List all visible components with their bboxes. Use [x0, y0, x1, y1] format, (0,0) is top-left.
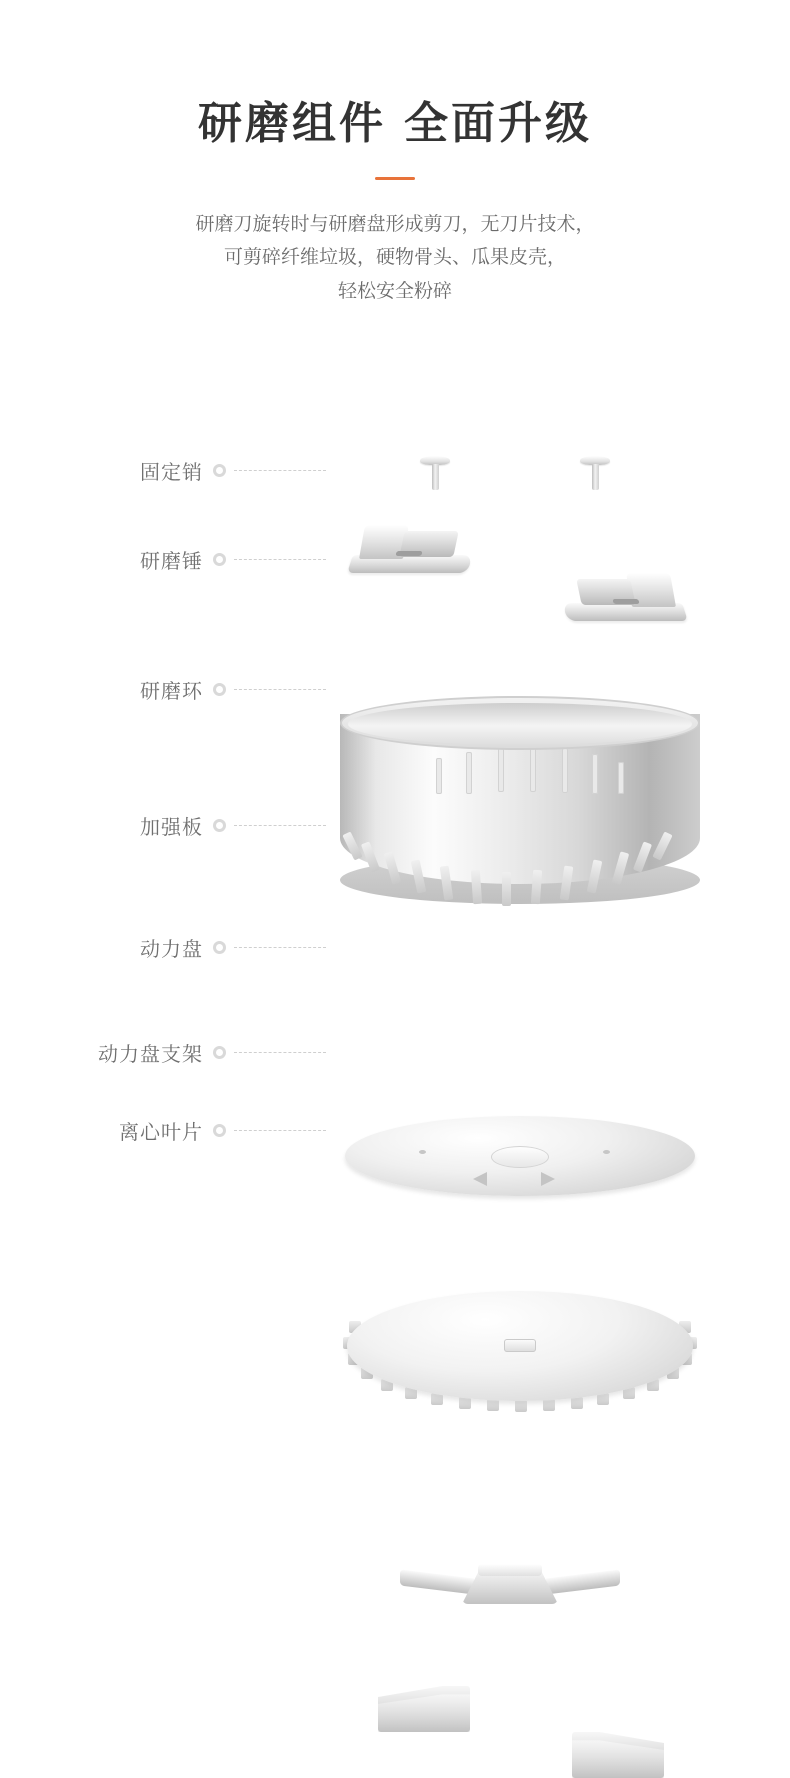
part-fixing-pin-right [580, 456, 610, 490]
callout-reinforcement-plate [58, 813, 326, 837]
title-divider [375, 177, 415, 180]
callout-dot-icon [213, 819, 226, 832]
pin-stem-shape [592, 464, 599, 490]
power-disc-center-slot [504, 1339, 536, 1352]
callout-label-power-disc: 动力盘 [140, 938, 203, 961]
callout-dot-icon [213, 464, 226, 477]
ring-inner-rib [562, 748, 568, 793]
subtitle-line-1: 研磨刀旋转时与研磨盘形成剪刀，无刀片技术， [195, 214, 595, 235]
page-header [0, 0, 790, 308]
part-reinforcement-plate [345, 1116, 695, 1196]
ring-inner-rib [592, 754, 598, 794]
callout-fixing-pin [58, 458, 326, 482]
ring-skirt-tooth [502, 872, 511, 906]
callout-power-disc-bracket [38, 1040, 326, 1064]
gear-tooth [459, 1397, 471, 1409]
callout-label-power-disc-bracket: 动力盘支架 [98, 1043, 203, 1066]
subtitle-line-2: 可剪碎纤维垃圾，硬物骨头、瓜果皮壳， [223, 247, 566, 269]
ring-inner-rib [530, 744, 536, 792]
page-title-part-2: 全面升级 [404, 99, 592, 148]
callout-label-centrifugal-blade: 离心叶片 [119, 1121, 203, 1144]
callout-dot-icon [213, 941, 226, 954]
callout-dash-line [234, 1052, 326, 1053]
part-grinding-ring [340, 696, 700, 916]
callout-dot-icon [213, 683, 226, 696]
ring-inner-rib [466, 752, 472, 794]
page-subtitle [135, 208, 655, 308]
exploded-diagram [0, 400, 790, 1230]
gear-tooth [571, 1397, 583, 1409]
gear-tooth [515, 1400, 527, 1412]
ring-inner-rib [436, 758, 442, 794]
plate-vane-cut [541, 1172, 555, 1186]
callout-label-reinforcement-plate: 加强板 [140, 816, 203, 839]
callout-power-disc [58, 935, 326, 959]
bracket-center-top-shape [478, 1564, 542, 1576]
callout-dash-line [234, 825, 326, 826]
callout-centrifugal-blade [58, 1118, 326, 1142]
callout-dash-line [234, 947, 326, 948]
gear-tooth [487, 1399, 499, 1411]
callout-grinding-hammer [58, 547, 326, 571]
part-power-disc-bracket [400, 1546, 620, 1606]
page-title [0, 96, 790, 151]
callout-label-grinding-hammer: 研磨锤 [140, 550, 203, 573]
part-centrifugal-blade-right [572, 1732, 664, 1778]
callout-dot-icon [213, 1124, 226, 1137]
plate-pin-hole [603, 1150, 610, 1154]
gear-tooth [543, 1399, 555, 1411]
callout-dash-line [234, 1130, 326, 1131]
part-fixing-pin-left [420, 456, 450, 490]
ring-inner-rib [498, 746, 504, 792]
part-grinding-hammer-left [350, 525, 470, 573]
ring-inner-rib [618, 762, 624, 794]
part-grinding-hammer-right [565, 573, 685, 621]
pin-stem-shape [432, 464, 439, 490]
plate-center-hole [491, 1146, 549, 1168]
plate-vane-cut [473, 1172, 487, 1186]
bracket-arm-right [546, 1569, 620, 1594]
callout-dot-icon [213, 1046, 226, 1059]
callout-label-fixing-pin: 固定销 [140, 461, 203, 484]
part-power-disc [335, 1281, 705, 1411]
hammer-slot-shape [395, 551, 422, 556]
callout-dot-icon [213, 553, 226, 566]
callout-dash-line [234, 689, 326, 690]
callout-grinding-ring [58, 677, 326, 701]
callout-dash-line [234, 470, 326, 471]
plate-pin-hole [419, 1150, 426, 1154]
ring-inner-ellipse [348, 703, 692, 745]
page-title-part-1: 研磨组件 [198, 99, 386, 148]
power-disc-body [347, 1291, 693, 1401]
bracket-arm-left [400, 1569, 474, 1594]
part-centrifugal-blade-left [378, 1686, 470, 1732]
callout-dash-line [234, 559, 326, 560]
hammer-slot-shape [612, 599, 639, 604]
callout-label-grinding-ring: 研磨环 [140, 680, 203, 703]
subtitle-line-3: 轻松安全粉碎 [337, 280, 452, 302]
